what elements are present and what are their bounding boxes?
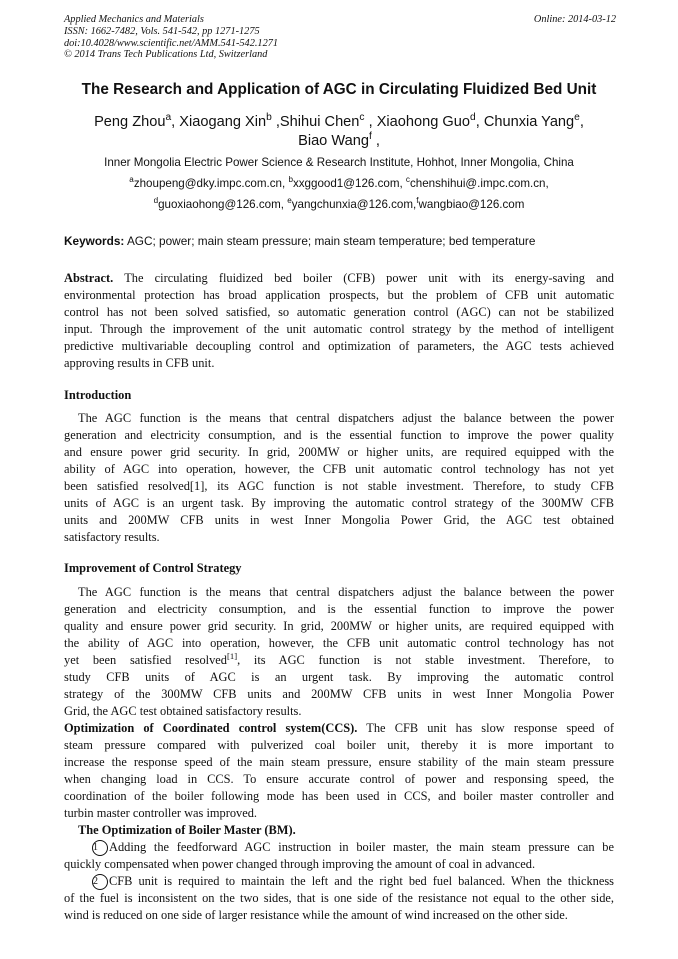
text-line xyxy=(64,512,614,529)
text-line xyxy=(64,822,614,839)
author-separator: , xyxy=(579,114,584,130)
email-address: wangbiao@126.com xyxy=(418,198,525,211)
email-mark: c xyxy=(405,175,410,185)
text-line xyxy=(64,321,614,338)
author-name: Peng Zhou xyxy=(94,114,166,130)
author-affil-mark: f xyxy=(368,131,372,143)
text-run: steam pressure compared with pulverized coal boiler unit, thereby it is more important to xyxy=(64,738,614,752)
keywords xyxy=(64,234,535,248)
author-name: Xiaogang Xin xyxy=(179,114,267,130)
text-run: approving results in CFB unit. xyxy=(64,356,215,370)
text-line xyxy=(64,410,614,427)
text-line xyxy=(64,788,614,805)
text-run: units and 200MW CFB units in west Inner Mongolia Power Grid, the AGC test obtained xyxy=(64,513,614,527)
keywords-text: AGC; power; main steam pressure; main steam temperature; bed temperature xyxy=(124,234,536,248)
author-affil-mark: e xyxy=(574,112,580,124)
text-run: environmental protection has broad application prospects, but the problem of CFB unit automatic xyxy=(64,288,614,302)
author-affil-mark: c xyxy=(359,112,365,124)
author-name: Chunxia Yang xyxy=(483,114,575,130)
email-line xyxy=(0,198,678,211)
text-run: , its AGC function is not stable investment. Therefore, to xyxy=(237,653,614,667)
bold-lead: Abstract. xyxy=(64,271,114,285)
text-line xyxy=(64,584,614,601)
text-run: and ensure power grid security. In grid, 200MW or higher units, are required equipped with the xyxy=(64,445,614,459)
text-line xyxy=(64,495,614,512)
text-line xyxy=(64,529,614,546)
bold-lead: Optimization of Coordinated control system(CCS). xyxy=(64,721,358,735)
text-line xyxy=(64,635,614,652)
email-address: zhoupeng@dky.impc.com.cn, xyxy=(133,177,289,190)
copyright: © 2014 Trans Tech Publications Ltd, Switzerland xyxy=(64,49,268,61)
text-run: predictive multivariable decoupling control and optimization of parameters, the AGC tests achieved xyxy=(64,339,614,353)
text-line xyxy=(64,873,614,890)
text-line xyxy=(64,478,614,495)
author-affil-mark: a xyxy=(165,112,172,124)
email-mark: b xyxy=(288,175,293,185)
text-line xyxy=(64,355,614,372)
text-line xyxy=(64,652,614,669)
author-separator: , xyxy=(171,114,180,130)
author-separator: , xyxy=(475,114,484,130)
text-run: Grid, the AGC test obtained satisfactory results. xyxy=(64,704,302,718)
text-run: input. Through the improvement of the unit automatic control strategy by the method of intelligent xyxy=(64,322,614,336)
text-run: generation and electricity consumption, and is the essential function to improve the power quality xyxy=(64,428,614,442)
text-run: units of AGC is an urgent task. By improving the automatic control strategy of the 300MW CFB xyxy=(64,496,614,510)
text-line xyxy=(64,703,614,720)
text-run: quickly compensated when power changed through improving the amount of coal in advanced. xyxy=(64,857,536,871)
text-run: The AGC function is the means that central dispatchers adjust the balance between the power xyxy=(78,411,614,425)
paper-title: The Research and Application of AGC in Circulating Fluidized Bed Unit xyxy=(81,81,597,98)
issn: ISSN: 1662-7482, Vols. 541-542, pp 1271-1275 xyxy=(64,25,260,37)
text-line xyxy=(64,839,614,856)
online-date: Online: 2014-03-12 xyxy=(533,14,616,25)
text-run: yet been satisfied resolved xyxy=(64,653,227,667)
text-run: quality and ensure power grid security. In grid, 200MW or higher units, are required equipped with xyxy=(64,619,614,633)
keywords-label: Keywords: xyxy=(64,234,125,248)
section-heading-introduction: Introduction xyxy=(64,388,132,402)
author-separator: , xyxy=(364,114,377,130)
author-separator: , xyxy=(271,114,280,130)
text-line xyxy=(64,427,614,444)
author-name: Shihui Chen xyxy=(279,114,360,130)
affiliation: Inner Mongolia Electric Power Science & Research Institute, Hohhot, Inner Mongolia, China xyxy=(104,156,574,169)
text-line xyxy=(64,601,614,618)
author-affil-mark: b xyxy=(266,112,272,124)
text-run: control has not been solved satisfied, so automatic generation control (AGC) can not be stabilized xyxy=(64,305,614,319)
text-line xyxy=(64,287,614,304)
email-address: yangchunxia@126.com, xyxy=(291,198,417,211)
email-mark: f xyxy=(416,196,419,206)
text-run: the ability of AGC into operation, however, the CFB unit automatic control technology has not xyxy=(64,636,614,650)
text-line xyxy=(64,737,614,754)
text-run: increase the response speed of the main steam pressure, ensure stability of the main steam pressure xyxy=(64,755,614,769)
text-run: generation and electricity consumption, and is the essential function to improve the power xyxy=(64,602,614,616)
text-run: Adding the feedforward AGC instruction in boiler master, the main steam pressure can be xyxy=(109,840,614,854)
text-run: turbin master controller was improved. xyxy=(64,806,258,820)
citation: [1] xyxy=(226,650,238,661)
doi: doi:10.4028/www.scientific.net/AMM.541-542.1271 xyxy=(64,37,279,49)
text-run: been satisfied resolved[1], its AGC function is not stable investment. Therefore, to study CFB xyxy=(64,479,614,493)
text-line xyxy=(64,771,614,788)
text-run: strategy of the 300MW CFB units and 200MW CFB units in west Inner Mongolia Power xyxy=(64,687,614,701)
text-run: when changing load in CCS. To ensure accurate control of power and responsing speed, the xyxy=(64,772,614,786)
text-line xyxy=(64,856,614,873)
email-mark: e xyxy=(287,196,292,206)
text-line xyxy=(64,304,614,321)
email-address: xxggood1@126.com, xyxy=(292,177,406,190)
author-list xyxy=(40,113,638,151)
text-line xyxy=(64,669,614,686)
email-mark: a xyxy=(129,175,134,185)
author-affil-mark: d xyxy=(470,112,476,124)
text-run: The AGC function is the means that central dispatchers adjust the balance between the power xyxy=(78,585,614,599)
text-run: wind is reduced on one side of larger resistance while the amount of wind increased on the other side. xyxy=(64,908,568,922)
text-run: The CFB unit has slow response speed of xyxy=(357,721,614,735)
text-run: study CFB units of AGC is an urgent task. By improving the automatic control xyxy=(64,670,614,684)
author-separator: , xyxy=(371,133,380,149)
text-run: of the fuel is inconsistent on the two sides, that is one side of the resistance not equal to the other side, xyxy=(64,891,614,905)
email-line xyxy=(0,177,678,190)
text-line xyxy=(64,890,614,907)
text-line xyxy=(64,805,614,822)
text-line xyxy=(64,720,614,737)
journal-header xyxy=(64,14,616,61)
circled-number-icon: 1 xyxy=(92,840,108,856)
text-run: coordination of the boiler following mode has been used in CCS, and boiler master controller and xyxy=(64,789,614,803)
text-line xyxy=(64,461,614,478)
text-run: The circulating fluidized bed boiler (CFB) power unit with its energy-saving and xyxy=(113,271,614,285)
text-run: ability of AGC into operation, however, the CFB unit automatic control technology has not yet xyxy=(64,462,614,476)
text-line xyxy=(64,686,614,703)
email-mark: d xyxy=(153,196,159,206)
introduction-body xyxy=(64,410,614,546)
text-line xyxy=(64,338,614,355)
text-run: CFB unit is required to maintain the left and the right bed fuel balanced. When the thickness xyxy=(109,874,614,888)
journal-name: Applied Mechanics and Materials xyxy=(64,14,204,25)
improvement-body xyxy=(64,584,614,924)
text-line xyxy=(64,270,614,287)
text-line xyxy=(64,444,614,461)
bold-lead: The Optimization of Boiler Master (BM). xyxy=(78,823,296,837)
section-heading-improvement: Improvement of Control Strategy xyxy=(64,561,242,575)
email-address: guoxiaohong@126.com, xyxy=(158,198,288,211)
author-name: Biao Wang xyxy=(298,133,369,149)
email-address: chenshihui@.impc.com.cn, xyxy=(409,177,549,190)
abstract xyxy=(64,270,614,372)
circled-number-icon: 2 xyxy=(92,874,108,890)
text-run: satisfactory results. xyxy=(64,530,160,544)
text-line xyxy=(64,907,614,924)
text-line xyxy=(64,754,614,771)
author-name: Xiaohong Guo xyxy=(376,114,471,130)
text-line xyxy=(64,618,614,635)
